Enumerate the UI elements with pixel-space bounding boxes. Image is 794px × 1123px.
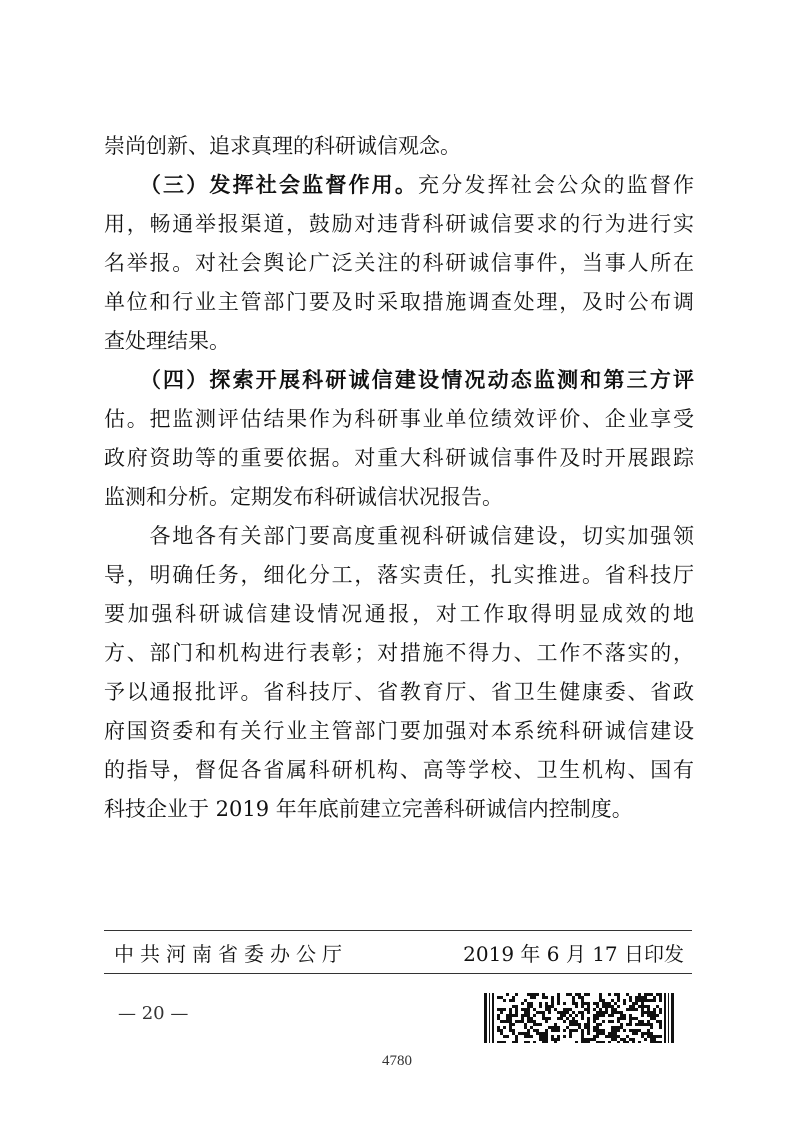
body-line-14: 方、部门和机构进行表彰；对措施不得力、工作不落实的，	[104, 641, 694, 665]
footer-top-rule	[104, 930, 692, 931]
section-3-heading: （三）发挥社会监督作用。	[150, 172, 419, 197]
section-3-text: 充分发挥社会公众的监督作	[418, 173, 695, 197]
body-line-18: 科技企业于 2019 年年底前建立完善科研诚信内控制度。	[104, 797, 633, 821]
document-code: 4780	[382, 1053, 412, 1069]
body-line-1: 崇尚创新、追求真理的科研诚信观念。	[104, 134, 461, 158]
body-line-17: 的指导，督促各省属科研机构、高等学校、卫生机构、国有	[104, 758, 694, 782]
body-line-13: 要加强科研诚信建设情况通报，对工作取得明显成效的地	[104, 602, 694, 626]
body-line-16: 府国资委和有关行业主管部门要加强对本系统科研诚信建设	[104, 719, 694, 743]
body-line-8: 估。把监测评估结果作为科研事业单位绩效评价、企业享受	[104, 407, 694, 431]
footer-date: 2019 年 6 月 17 日印发	[463, 942, 684, 966]
body-line-11: 各地各有关部门要高度重视科研诚信建设，切实加强领	[104, 524, 694, 548]
section-4-heading: （四）探索开展科研诚信建设情况动态监测和第三方评	[150, 367, 695, 392]
body-line-6: 查处理结果。	[104, 329, 230, 353]
body-line-4: 名举报。对社会舆论广泛关注的科研诚信事件，当事人所在	[104, 251, 694, 275]
body-line-15: 予以通报批评。省科技厅、省教育厅、省卫生健康委、省政	[104, 680, 694, 704]
body-line-10: 监测和分析。定期发布科研诚信状况报告。	[104, 485, 503, 509]
page-number: — 20 —	[118, 1003, 189, 1024]
body-line-9: 政府资助等的重要依据。对重大科研诚信事件及时开展跟踪	[104, 446, 694, 470]
barcode-icon	[484, 993, 674, 1043]
section-4-first-line	[104, 365, 694, 395]
section-3-first-line	[104, 170, 694, 200]
footer-bottom-rule	[104, 973, 692, 974]
footer-issuer: 中共河南省委办公厅	[114, 942, 348, 966]
body-line-3: 用，畅通举报渠道，鼓励对违背科研诚信要求的行为进行实	[104, 212, 694, 236]
body-line-12: 导，明确任务，细化分工，落实责任，扎实推进。省科技厅	[104, 563, 694, 587]
body-line-5: 单位和行业主管部门要及时采取措施调查处理，及时公布调	[104, 290, 694, 314]
